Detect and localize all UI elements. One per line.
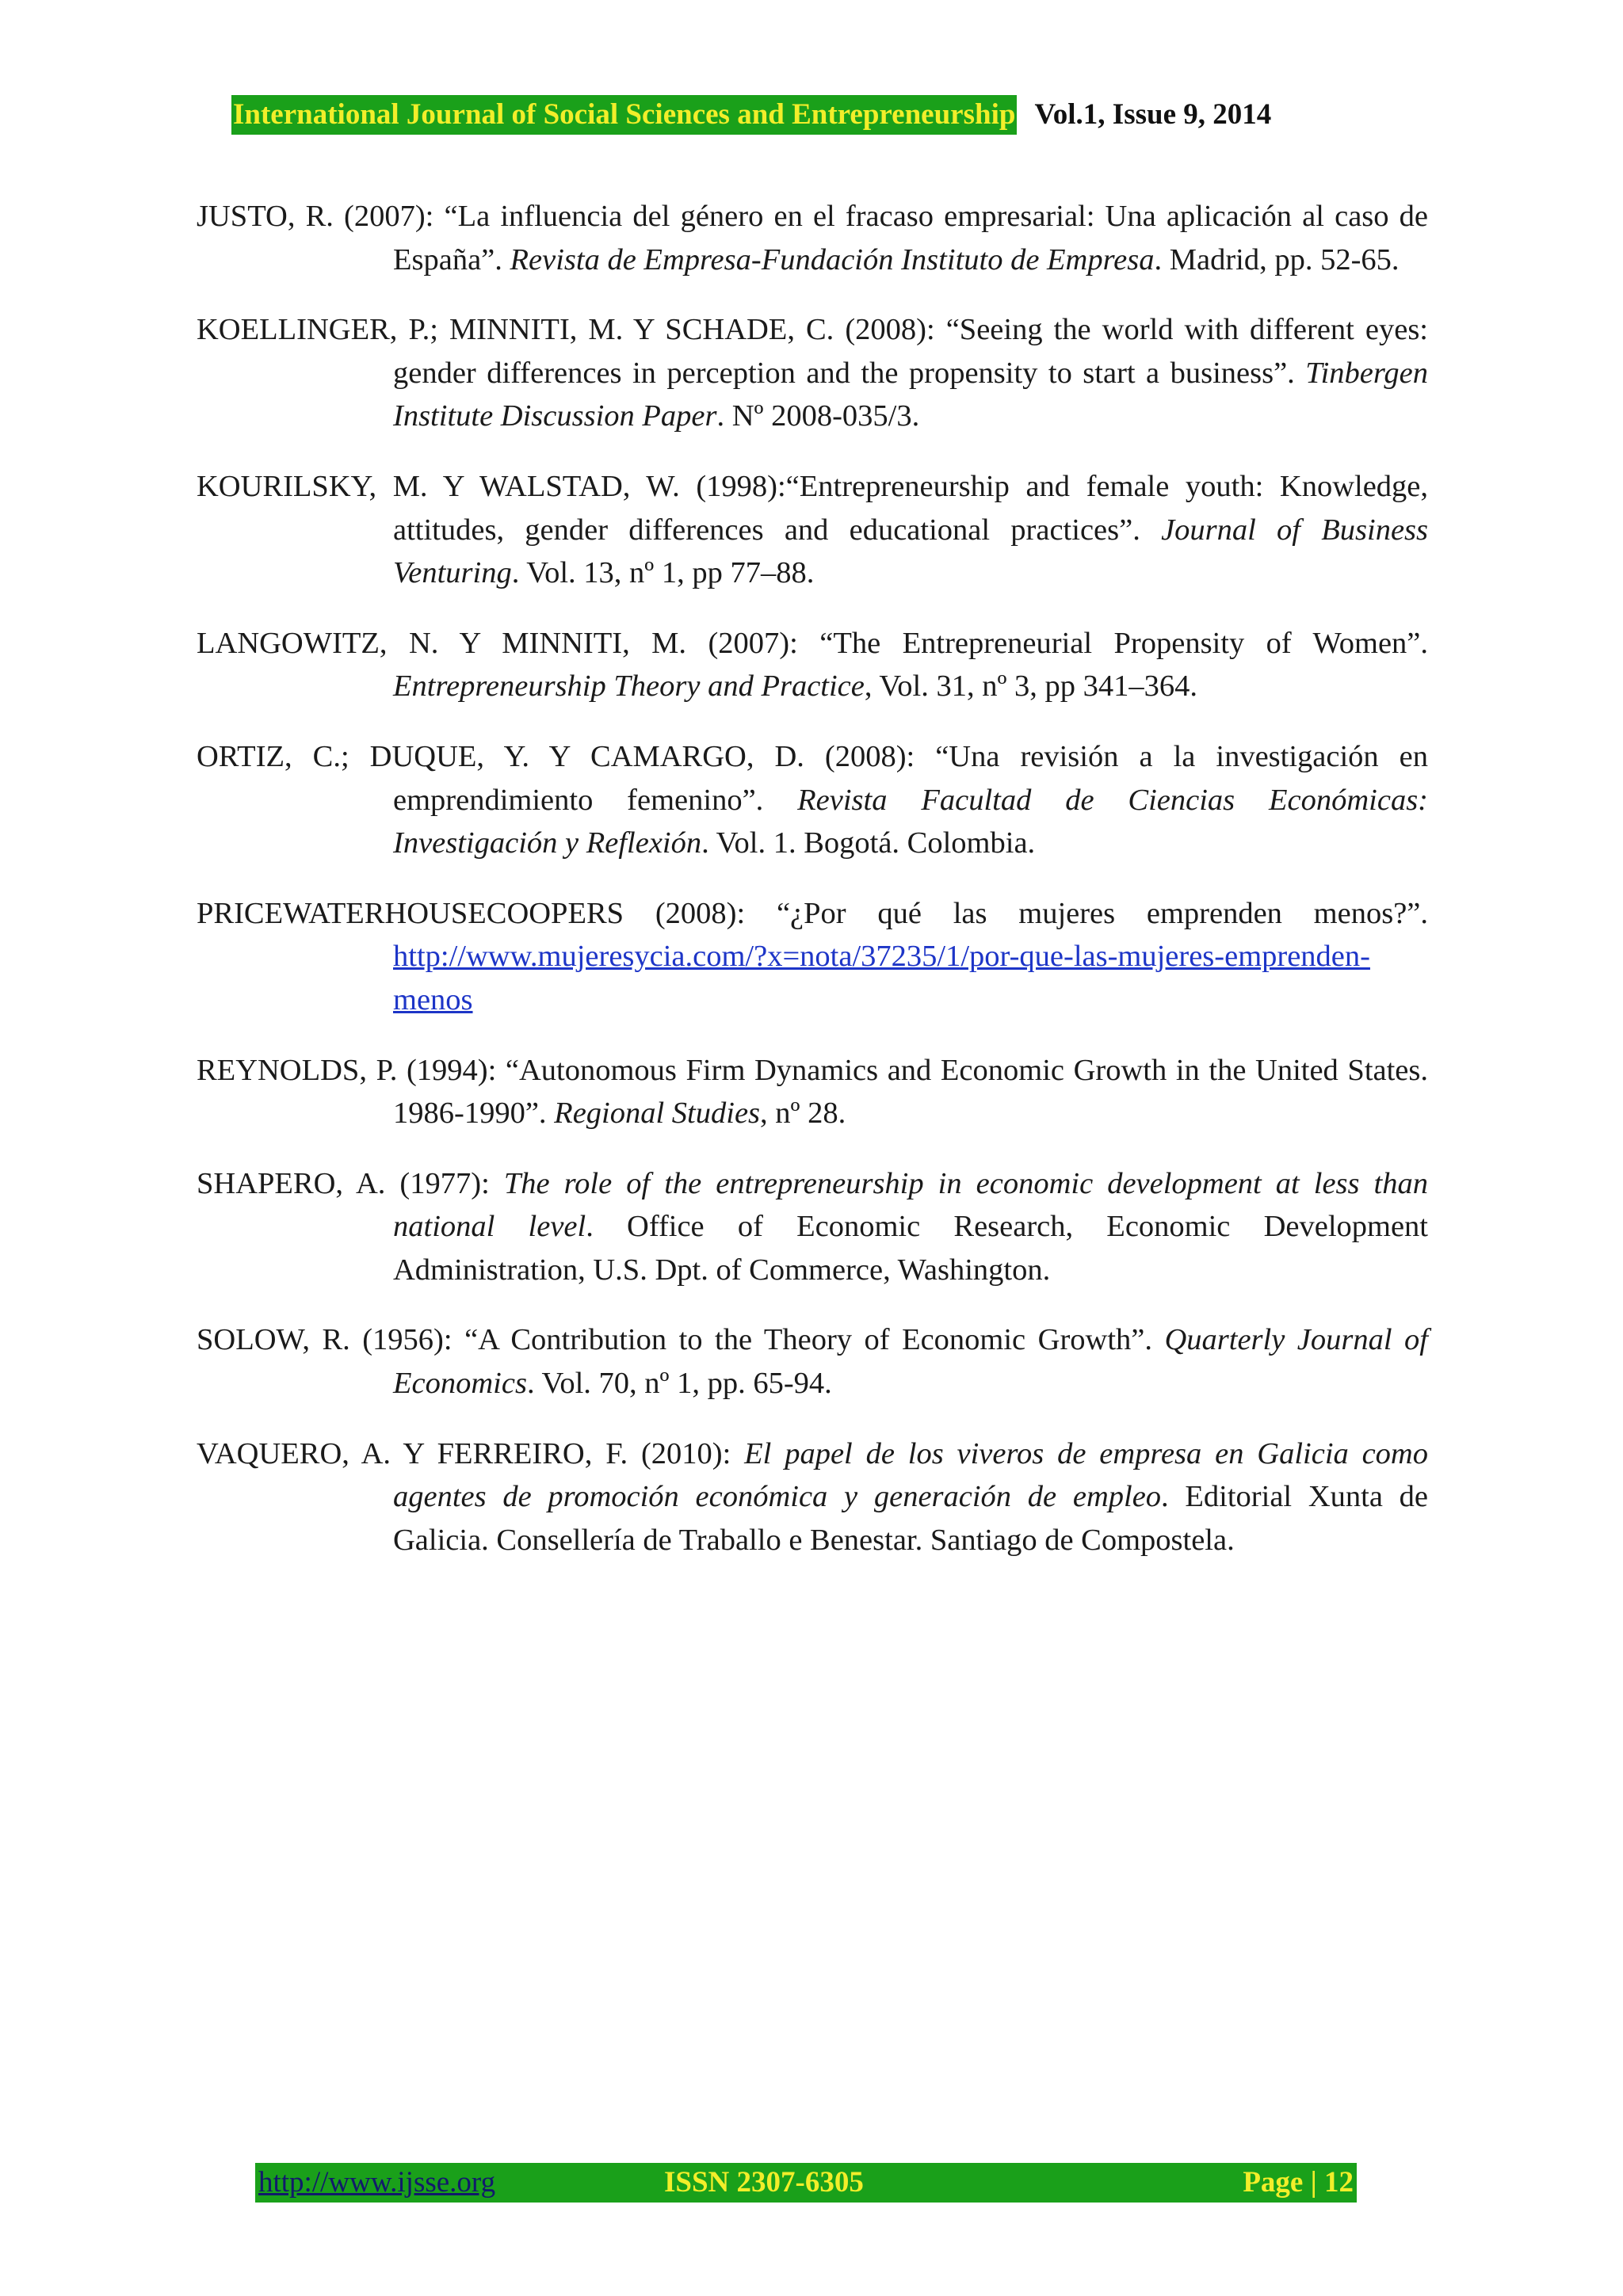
reference-authors: LANGOWITZ, N. Y MINNITI, M. (2007): “The Entrepreneurial Propensity of Women”. — [197, 626, 1428, 660]
reference-authors: KOURILSKY, M. Y WALSTAD, W. (1998):“Entrepreneurship and female youth: Knowledge, attitudes, gender differences and educational practices”. — [197, 469, 1428, 547]
reference-list — [197, 195, 1428, 1589]
reference-authors: SHAPERO, A. (1977): — [197, 1166, 504, 1200]
reference-source: Revista Facultad de Ciencias Económicas: Investigación y Reflexión — [393, 783, 1428, 860]
running-header — [231, 95, 1271, 135]
reference-details: , Vol. 31, nº 3, pp 341–364. — [864, 669, 1198, 704]
reference-source: The role of the entrepreneurship in economic development at less than national level — [393, 1166, 1429, 1244]
reference-source: Tinbergen Institute Discussion Paper — [393, 356, 1428, 433]
footer-website-link[interactable]: http://www.ijsse.org — [258, 2166, 496, 2199]
reference-entry — [197, 622, 1428, 708]
reference-authors: ORTIZ, C.; DUQUE, Y. Y CAMARGO, D. (2008): “Una revisión a la investigación en emprendimiento femenino”. — [197, 739, 1428, 817]
running-footer — [255, 2163, 1357, 2203]
reference-entry — [197, 1049, 1428, 1135]
reference-source: Regional Studies — [554, 1097, 761, 1131]
reference-details: . Office of Economic Research, Economic Development Administration, U.S. Dpt. of Commerce, Washington. — [393, 1210, 1429, 1287]
reference-source: Journal of Business Venturing — [393, 513, 1428, 590]
reference-authors: JUSTO, R. (2007): “La influencia del género en el fracaso empresarial: Una aplicación al caso de España”. — [197, 200, 1428, 277]
reference-authors: SOLOW, R. (1956): “A Contribution to the Theory of Economic Growth”. — [197, 1323, 1165, 1357]
reference-authors: VAQUERO, A. Y FERREIRO, F. (2010): — [197, 1436, 745, 1470]
journal-title: International Journal of Social Sciences and Entrepreneurship — [231, 95, 1017, 135]
reference-details: . Vol. 1. Bogotá. Colombia. — [701, 826, 1036, 860]
reference-details: , nº 28. — [760, 1097, 846, 1131]
reference-authors: KOELLINGER, P.; MINNITI, M. Y SCHADE, C. (2008): “Seeing the world with different eyes: gender differences in perception and the propensity to start a business”. — [197, 313, 1428, 390]
reference-link[interactable]: http://www.mujeresycia.com/?x=nota/37235/1/por-que-las-mujeres-emprenden-menos — [393, 940, 1370, 1016]
reference-details: . Vol. 70, nº 1, pp. 65-94. — [526, 1367, 832, 1401]
reference-source: El papel de los viveros de empresa en Galicia como agentes de promoción económica y generación de empleo — [393, 1436, 1428, 1514]
reference-entry — [197, 308, 1428, 438]
reference-entry — [197, 195, 1428, 281]
reference-entry — [197, 892, 1428, 1022]
reference-details: . Editorial Xunta de Galicia. Consellería de Traballo e Benestar. Santiago de Compostela. — [393, 1480, 1428, 1557]
issue-info: Vol.1, Issue 9, 2014 — [1034, 98, 1272, 131]
reference-entry — [197, 1318, 1428, 1405]
reference-entry — [197, 465, 1428, 595]
reference-authors: REYNOLDS, P. (1994): “Autonomous Firm Dynamics and Economic Growth in the United States. 1986-1990”. — [197, 1053, 1428, 1131]
reference-entry — [197, 735, 1428, 865]
reference-details: . Vol. 13, nº 1, pp 77–88. — [511, 556, 815, 590]
reference-details: . Madrid, pp. 52-65. — [1154, 242, 1400, 277]
reference-entry — [197, 1162, 1428, 1292]
reference-authors: PRICEWATERHOUSECOOPERS (2008): “¿Por qué las mujeres emprenden menos?”. — [197, 896, 1428, 930]
page-number: Page | 12 — [1243, 2166, 1354, 2199]
reference-source: Revista de Empresa-Fundación Instituto de Empresa — [510, 242, 1155, 277]
reference-source: Quarterly Journal of Economics — [393, 1323, 1428, 1401]
reference-source: Entrepreneurship Theory and Practice — [393, 669, 865, 704]
reference-details: . Nº 2008-035/3. — [716, 399, 920, 433]
reference-entry — [197, 1432, 1428, 1562]
footer-issn: ISSN 2307-6305 — [664, 2166, 864, 2199]
